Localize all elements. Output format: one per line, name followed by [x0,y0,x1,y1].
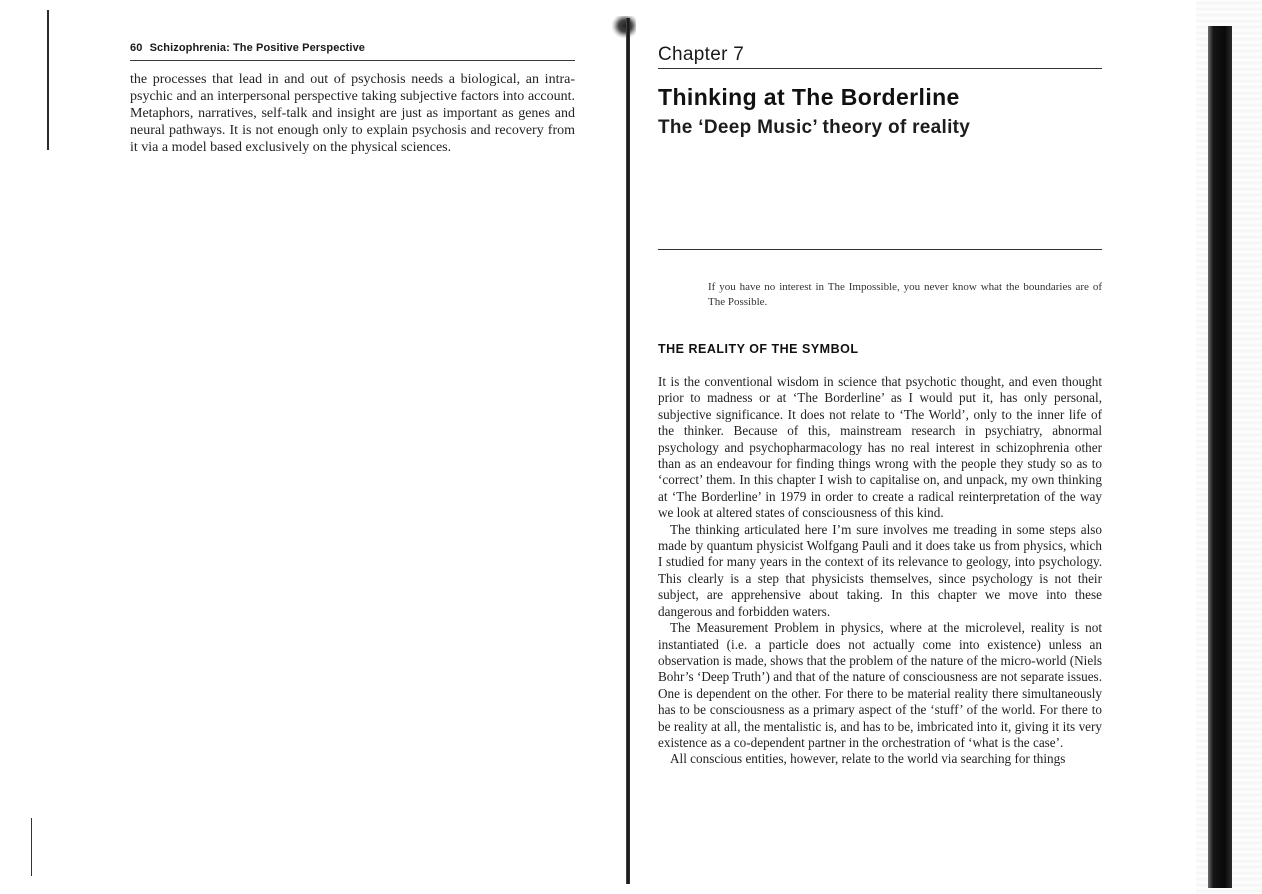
running-head-title: Schizophrenia: The Positive Perspective [149,42,366,54]
chapter-title: Thinking at The Borderline [658,84,960,110]
scan-edge-line [47,10,49,150]
title-divider [658,249,1102,250]
body-paragraph: The thinking articulated here I’m sure involves me treading in some steps also made by quantum physicist Wolfgang Pauli and it does take us from physics, which I studied for many years in the context of its relevance to geology, into psychology. This clearly is a step that physicists themselves, since psychology is not their subject, are apprehensive about taking. In this chapter we move into these dangerous and forbidden waters. [658,521,1102,619]
left-page-paragraph: the processes that lead in and out of psychosis needs a biological, an intra-psychic and an interpersonal perspective taking subjective factors into account. Metaphors, narratives, self-talk and insight are just as important as genes and neural pathways. It is not enough only to explain psychosis and recovery from it via a model based exclusively on the physical sciences. [130,72,575,155]
right-page [658,44,1102,767]
page-number: 60 [130,42,143,54]
body-paragraph: The Measurement Problem in physics, where at the microlevel, reality is not instantiated (i.e. a particle does not actually come into existence) unless an observation is made, shows that the problem of the nature of the micro-world (Niels Bohr’s ‘Deep Truth’) and that of the nature of consciousness are not separate issues. One is dependent on the other. For there to be material reality there simultaneously has to be consciousness as a primary aspect of the ‘stuff’ of the world. For there to be reality at all, the mentalistic is, and has to be, imbricated into it, giving it its very existence as a co-dependent partner in the orchestration of ‘what is the case’. [658,620,1102,750]
epigraph: If you have no interest in The Impossible, you never know what the boundaries are of The Possible. [708,281,1102,308]
chapter-label: Chapter 7 [658,44,1102,69]
gutter-smudge [612,16,636,38]
book-spine-edge [1208,26,1232,888]
book-gutter [626,18,630,884]
chapter-subtitle: The ‘Deep Music’ theory of reality [658,117,971,138]
running-head [130,42,575,61]
body-text [658,374,1102,768]
body-paragraph: All conscious entities, however, relate to the world via searching for things [670,751,1066,767]
body-paragraph: It is the conventional wisdom in science that psychotic thought, and even thought prior to madness or at ‘The Borderline’ as I would put it, has only personal, subjective significance. It does not relate to ‘The World’, only to the inner life of the thinker. Because of this, mainstream research in psychiatry, abnormal psychology and psychopharmacology has no real interest in schizophrenia other than as an endeavour for finding things wrong with the people they study so as to ‘correct’ them. In this chapter I wish to capitalise on, and unpack, my own thinking at ‘The Borderline’ in 1979 in order to create a radical reinterpretation of the way we look at altered states of consciousness of this kind. [658,374,1102,521]
scan-edge-mark [31,818,32,876]
section-heading: THE REALITY OF THE SYMBOL [658,342,859,356]
left-page [130,42,575,156]
